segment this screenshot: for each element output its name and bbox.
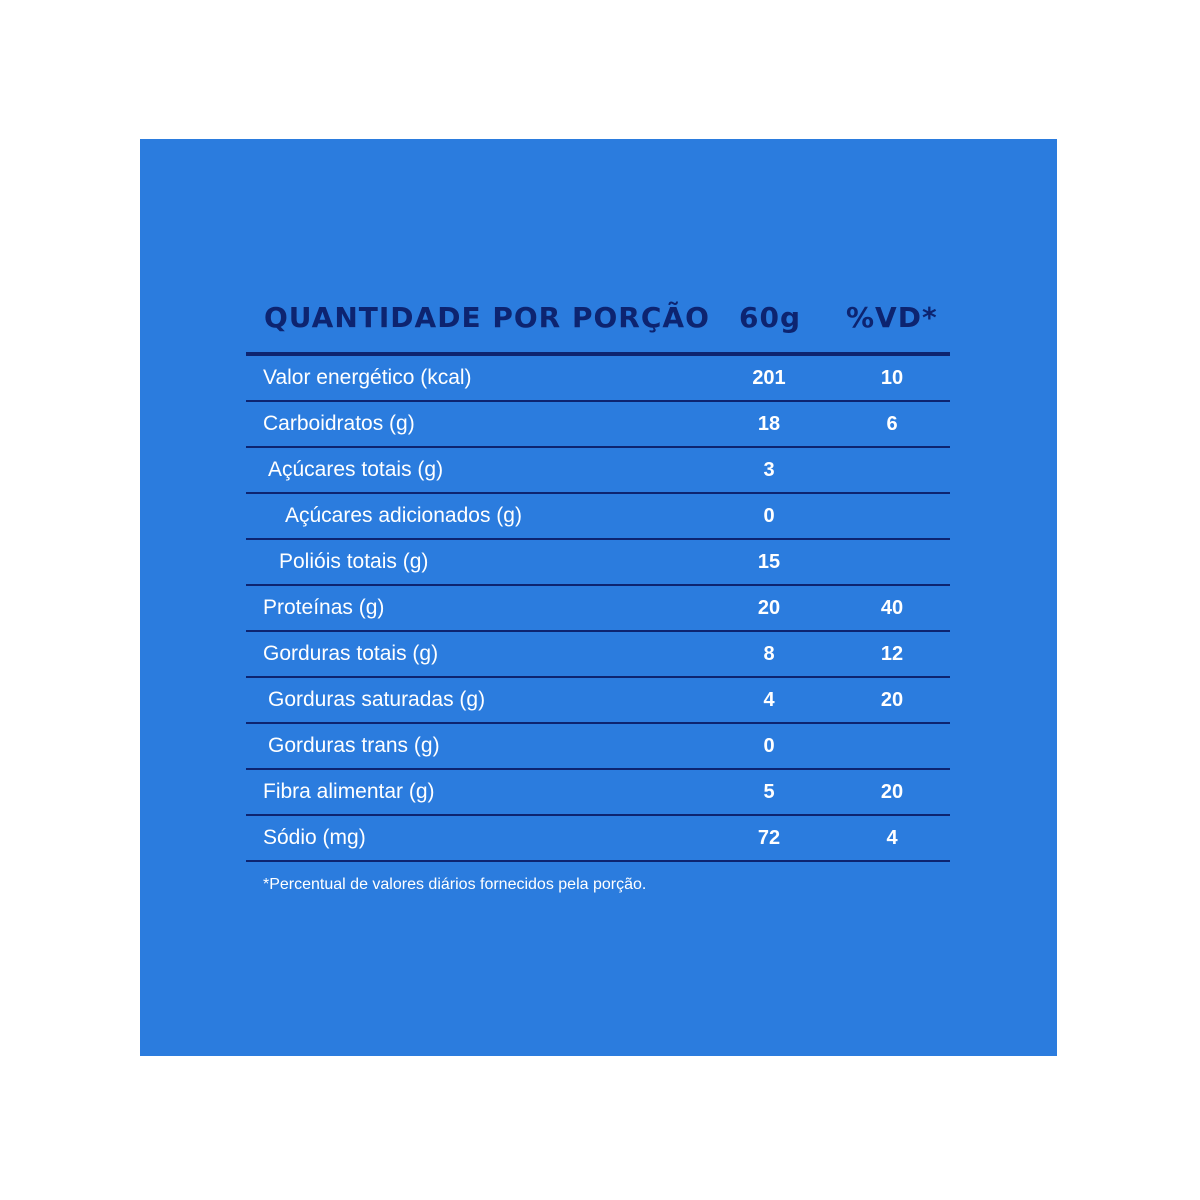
row-label: Gorduras trans (g) — [268, 734, 440, 757]
row-daily-value — [853, 448, 931, 492]
row-label: Sódio (mg) — [263, 826, 366, 849]
table-header — [264, 297, 950, 353]
row-label: Valor energético (kcal) — [263, 366, 472, 389]
row-label: Fibra alimentar (g) — [263, 780, 435, 803]
row-daily-value: 12 — [880, 643, 904, 665]
row-daily-value — [853, 540, 931, 584]
row-value: 201 — [752, 367, 786, 389]
nutrition-table — [246, 356, 950, 862]
row-daily-value — [853, 494, 931, 538]
row-daily-value: 4 — [886, 827, 898, 849]
header-portion: 60g — [739, 301, 802, 334]
header-title: QUANTIDADE POR PORÇÃO — [264, 301, 710, 334]
table-row — [246, 816, 950, 862]
row-label: Gorduras totais (g) — [263, 642, 439, 665]
row-daily-value: 6 — [886, 413, 898, 435]
row-value: 5 — [763, 781, 775, 803]
row-daily-value: 10 — [880, 367, 904, 389]
row-daily-value: 20 — [880, 781, 904, 803]
nutrition-panel — [140, 139, 1057, 1056]
row-daily-value: 40 — [880, 597, 904, 619]
row-value: 3 — [763, 459, 775, 481]
table-row — [246, 586, 950, 632]
row-value: 0 — [763, 505, 775, 527]
table-row — [246, 724, 950, 770]
row-label: Carboidratos (g) — [263, 412, 415, 435]
table-row — [246, 356, 950, 402]
footnote: *Percentual de valores diários fornecidos pela porção. — [263, 876, 647, 893]
row-value: 15 — [757, 551, 781, 573]
row-label: Açúcares adicionados (g) — [285, 504, 522, 527]
table-row — [246, 770, 950, 816]
table-row — [246, 678, 950, 724]
row-label: Açúcares totais (g) — [268, 458, 444, 481]
table-row — [246, 402, 950, 448]
table-row — [246, 540, 950, 586]
header-daily-value: %VD* — [846, 301, 938, 334]
row-value: 72 — [757, 827, 781, 849]
row-value: 4 — [763, 689, 775, 711]
row-label: Proteínas (g) — [263, 596, 385, 619]
table-row — [246, 448, 950, 494]
row-daily-value: 20 — [880, 689, 904, 711]
row-value: 18 — [757, 413, 781, 435]
row-value: 0 — [763, 735, 775, 757]
row-label: Gorduras saturadas (g) — [268, 688, 486, 711]
row-daily-value — [853, 724, 931, 768]
table-row — [246, 494, 950, 540]
row-label: Polióis totais (g) — [279, 550, 429, 573]
row-value: 8 — [763, 643, 775, 665]
row-value: 20 — [757, 597, 781, 619]
table-row — [246, 632, 950, 678]
